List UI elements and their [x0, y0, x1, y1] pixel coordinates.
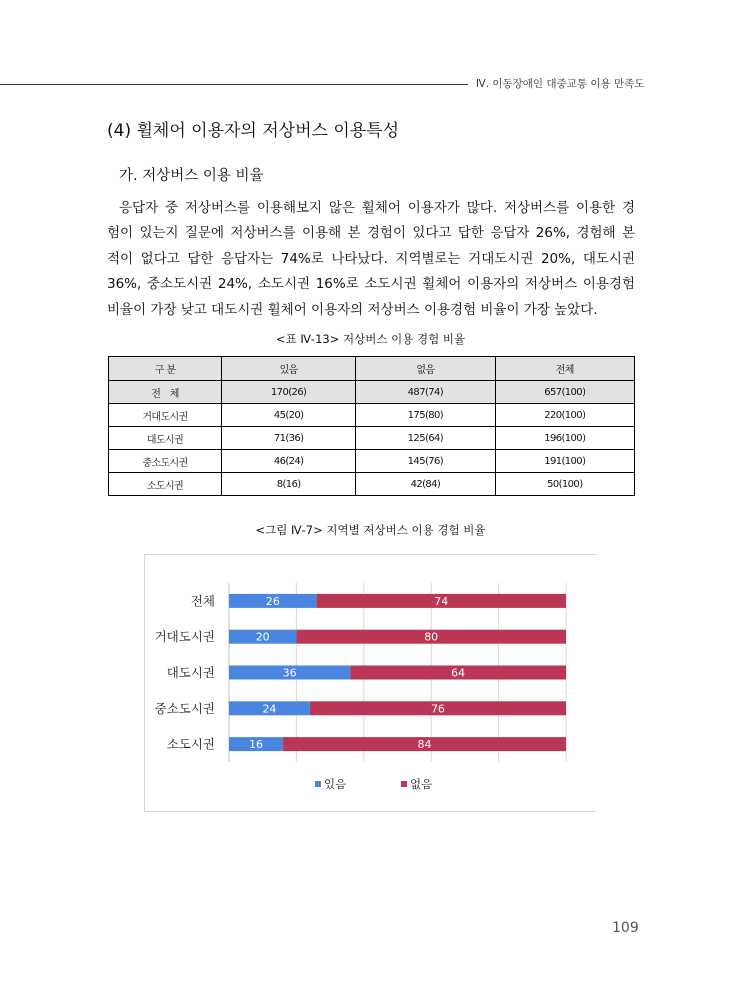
usage-table [108, 356, 635, 496]
running-header: Ⅳ. 이동장애인 대중교통 이용 만족도 [476, 78, 645, 90]
header-cell: 전체 [495, 357, 634, 381]
table-cell: 191(100) [495, 450, 634, 473]
table-cell: 175(80) [356, 404, 495, 427]
table-cell: 전 체 [109, 381, 222, 404]
table-cell: 145(76) [356, 450, 495, 473]
table-row [109, 404, 635, 427]
legend-swatch [401, 781, 407, 787]
table-total-row [109, 381, 635, 404]
legend-swatch [315, 781, 321, 787]
table-cell: 45(20) [222, 404, 356, 427]
category-label: 소도시권 [166, 736, 215, 752]
section-title: (4) 휠체어 이용자의 저상버스 이용특성 [107, 121, 400, 141]
category-label: 중소도시권 [154, 700, 215, 716]
data-label: 36 [282, 666, 297, 680]
header-rule [0, 84, 468, 85]
table-cell: 중소도시권 [109, 450, 222, 473]
figure-caption: <그림 Ⅳ-7> 지역별 저상버스 이용 경험 비율 [255, 523, 486, 537]
table-caption: <표 Ⅳ-13> 저상버스 이용 경험 비율 [275, 332, 466, 346]
table-cell: 대도시권 [109, 427, 222, 450]
table-cell: 125(64) [356, 427, 495, 450]
subsection-title: 가. 저상버스 이용 비율 [119, 168, 264, 184]
table-row [109, 427, 635, 450]
table-row [109, 473, 635, 496]
data-label: 24 [262, 702, 277, 716]
header-cell: 없음 [356, 357, 495, 381]
body-paragraph [107, 196, 635, 323]
table-cell: 170(26) [222, 381, 356, 404]
table-cell: 487(74) [356, 381, 495, 404]
table-cell: 소도시권 [109, 473, 222, 496]
table-cell: 46(24) [222, 450, 356, 473]
data-label: 76 [430, 702, 445, 716]
page-number: 109 [612, 920, 639, 936]
header-cell: 있음 [222, 357, 356, 381]
table-cell: 8(16) [222, 473, 356, 496]
chart-frame [144, 554, 596, 812]
category-label: 대도시권 [166, 665, 215, 680]
data-label: 26 [265, 594, 280, 608]
header-cell: 구 분 [109, 357, 222, 381]
table-header-row [109, 357, 635, 381]
data-label: 80 [424, 630, 439, 644]
table-cell: 50(100) [495, 473, 634, 496]
category-label: 전체 [190, 593, 215, 609]
table-cell: 220(100) [495, 404, 634, 427]
legend-label: 없음 [410, 777, 433, 791]
table-cell: 196(100) [495, 427, 634, 450]
category-label: 거대도시권 [154, 629, 215, 645]
table-row [109, 450, 635, 473]
data-label: 84 [417, 738, 432, 752]
data-label: 20 [255, 630, 270, 644]
paragraph-line: 응답자 중 저상버스를 이용해보지 않은 휠체어 이용자가 많다. 저상버스를 이용한 경 [119, 200, 635, 216]
table-cell: 거대도시권 [109, 404, 222, 427]
paragraph-line: 험이 있는지 질문에 저상버스를 이용해 본 경험이 있다고 답한 응답자 26%, 경험해 본 [107, 225, 635, 242]
data-label: 74 [434, 594, 449, 608]
paragraph-line: 비율이 가장 낮고 대도시권 휠체어 이용자의 저상버스 이용경험 비율이 가장 높았다. [107, 301, 598, 318]
table-cell: 42(84) [356, 473, 495, 496]
paragraph-line: 적이 없다고 답한 응답자는 74%로 나타났다. 지역별로는 거대도시권 20%, 대도시권 [107, 250, 635, 267]
data-label: 64 [451, 666, 466, 680]
paragraph-line: 36%, 중소도시권 24%, 소도시권 16%로 소도시권 휠체어 이용자의 저상버스 이용경험 [107, 276, 635, 293]
stacked-bar-chart [145, 555, 596, 811]
legend-label: 있음 [324, 777, 347, 791]
table-cell: 71(36) [222, 427, 356, 450]
table-cell: 657(100) [495, 381, 634, 404]
data-label: 16 [248, 738, 263, 752]
